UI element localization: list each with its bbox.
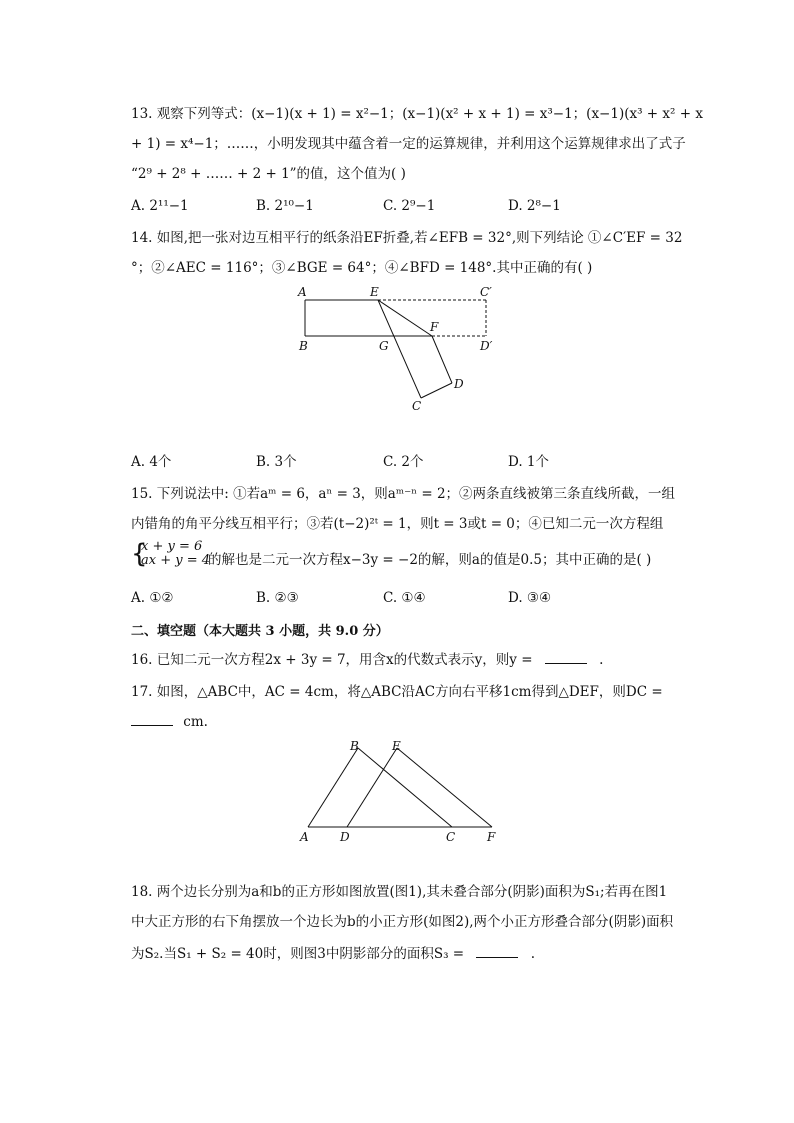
q15-option-d: D. ③④ <box>508 590 552 606</box>
q14-label-b: B <box>299 339 308 353</box>
q16-tail: . <box>599 652 604 668</box>
q17-edge-ab <box>308 748 358 827</box>
q14-label-d: D <box>454 377 464 391</box>
q15-sys-eq1: x + y = 6 <box>141 539 203 554</box>
q13-line1: 13. 观察下列等式：(x−1)(x + 1) = x²−1；(x−1)(x² + x + 1) = x³−1；(x−1)(x³ + x² + x <box>131 106 703 122</box>
q14-option-d: D. 1个 <box>508 454 550 470</box>
q15-line3: 的解也是二元一次方程x−3y = −2的解，则a的值是0.5；其中正确的是( ) <box>208 552 652 568</box>
q17-line2 <box>131 712 208 732</box>
q14-option-c: C. 2个 <box>383 454 424 470</box>
q15-line2: 内错角的角平分线互相平行；③若(t−2)²ᵗ = 1，则t = 3或t = 0；④已知二元一次方程组 <box>131 516 664 532</box>
q17-edge-ef <box>397 748 492 827</box>
q13-option-c: C. 2⁹−1 <box>383 198 436 214</box>
q13-option-d: D. 2⁸−1 <box>508 198 561 214</box>
q14-label-e: E <box>370 285 379 299</box>
q14-option-b: B. 3个 <box>256 454 297 470</box>
q16-text: 16. 已知二元一次方程2x + 3y = 7，用含x的代数式表示y，则y = <box>131 652 533 668</box>
section-heading-fill-in: 二、填空题（本大题共 3 小题，共 9.0 分） <box>131 624 389 639</box>
q14-option-a: A. 4个 <box>131 454 172 470</box>
q17-unit: cm. <box>183 714 208 730</box>
q17-label-e: E <box>392 739 401 753</box>
q13-option-b: B. 2¹⁰−1 <box>256 198 314 214</box>
q14-label-f: F <box>430 320 439 334</box>
q15-sys-eq2: ax + y = 4 <box>141 553 211 568</box>
q14-label-c: C <box>412 399 422 413</box>
q14-edge-cd <box>421 383 452 398</box>
q17-label-a: A <box>300 830 309 844</box>
q16-answer-blank[interactable] <box>545 651 587 664</box>
q14-label-g: G <box>379 339 389 353</box>
q18-line3-wrap <box>131 944 535 964</box>
q17-label-f: F <box>487 830 496 844</box>
q17-line1: 17. 如图，△ABC中，AC = 4cm，将△ABC沿AC方向右平移1cm得到△DEF，则DC = <box>131 684 663 700</box>
q14-label-a: A <box>298 285 307 299</box>
q13-line2: + 1) = x⁴−1；……，小明发现其中蕴含着一定的运算规律，并利用这个运算规律求出了式子 <box>131 136 686 152</box>
q15-option-a: A. ①② <box>131 590 174 606</box>
q14-folding-figure <box>290 282 510 417</box>
q14-line1: 14. 如图,把一张对边互相平行的纸条沿EF折叠,若∠EFB = 32°,则下列结论 ①∠C′EF = 32 <box>131 230 683 246</box>
q14-label-c-prime: C′ <box>480 285 492 299</box>
q18-line3: 为S₂.当S₁ + S₂ = 40时，则图3中阴影部分的面积S₃ = <box>131 946 465 962</box>
q16-line <box>131 650 603 670</box>
q17-label-d: D <box>340 830 350 844</box>
q17-triangle-figure <box>292 736 507 848</box>
q13-line3: “2⁹ + 2⁸ + …… + 2 + 1”的值，这个值为( ) <box>131 166 406 182</box>
q18-answer-blank[interactable] <box>476 945 518 958</box>
q13-option-a: A. 2¹¹−1 <box>131 198 189 214</box>
q17-answer-blank[interactable] <box>131 713 173 726</box>
q15-brace: { <box>131 539 148 569</box>
q17-label-b: B <box>350 739 359 753</box>
q18-line2: 中大正方形的右下角摆放一个边长为b的小正方形(如图2),两个小正方形叠合部分(阴影)面积 <box>131 914 674 930</box>
q18-tail: . <box>530 946 535 962</box>
q14-line2: °；②∠AEC = 116°；③∠BGE = 64°；④∠BFD = 148°.其中正确的有( ) <box>131 260 593 276</box>
q15-option-c: C. ①④ <box>383 590 426 606</box>
q14-label-d-prime: D′ <box>480 339 493 353</box>
q17-label-c: C <box>446 830 456 844</box>
q15-option-b: B. ②③ <box>256 590 299 606</box>
q14-edge-fd <box>432 336 452 383</box>
q18-line1: 18. 两个边长分别为a和b的正方形如图放置(图1),其未叠合部分(阴影)面积为S₁;若再在图1 <box>131 884 668 900</box>
q15-line1: 15. 下列说法中: ①若aᵐ = 6，aⁿ = 3，则aᵐ⁻ⁿ = 2；②两条直线被第三条直线所截，一组 <box>131 486 676 502</box>
